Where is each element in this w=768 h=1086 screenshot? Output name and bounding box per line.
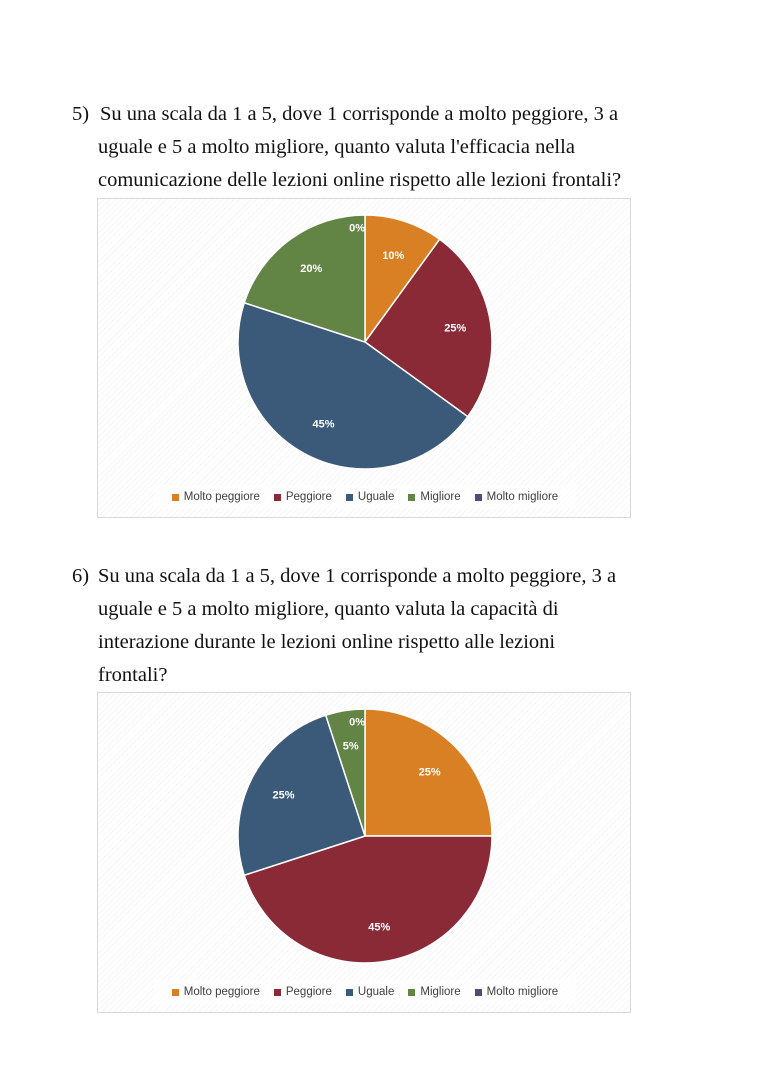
legend-swatch <box>274 989 281 996</box>
legend-item-molto-migliore <box>475 491 559 503</box>
question-6 <box>72 560 712 692</box>
legend-item-molto-migliore <box>475 986 559 998</box>
question-text-line: comunicazione delle lezioni online rispetto alle lezioni frontali? <box>98 169 622 191</box>
question-text-line: uguale e 5 a molto migliore, quanto valuta la capacità di <box>98 598 559 620</box>
legend-swatch <box>172 989 179 996</box>
legend-label: Uguale <box>357 986 395 998</box>
pie-chart-q5 <box>97 198 631 518</box>
data-label-molto-peggiore: 10% <box>382 250 405 262</box>
legend-item-molto-peggiore <box>172 986 260 998</box>
question-text-line: Su una scala da 1 a 5, dove 1 corrisponde a molto peggiore, 3 a <box>98 565 617 587</box>
legend-swatch <box>475 494 482 501</box>
question-text-line: Su una scala da 1 a 5, dove 1 corrisponde a molto peggiore, 3 a <box>100 103 619 125</box>
data-label-uguale: 45% <box>312 418 335 431</box>
question-text-line: uguale e 5 a molto migliore, quanto valuta l'efficacia nella <box>98 136 575 158</box>
legend-label: Molto migliore <box>486 491 559 503</box>
legend-item-migliore <box>408 986 460 998</box>
question-5 <box>72 98 712 197</box>
legend-swatch <box>346 494 353 501</box>
legend-label: Molto migliore <box>486 986 559 998</box>
data-label-migliore: 5% <box>342 740 359 753</box>
data-label-molto-migliore: 0% <box>349 716 365 729</box>
pie-chart-q6 <box>97 692 631 1013</box>
legend-swatch <box>408 989 415 996</box>
data-label-migliore: 20% <box>300 263 323 275</box>
legend-item-uguale <box>346 986 394 998</box>
pie-chart-svg <box>98 199 632 519</box>
legend-label: Peggiore <box>285 491 332 503</box>
data-label-peggiore: 45% <box>368 921 391 934</box>
legend-swatch <box>274 494 281 501</box>
data-label-uguale: 25% <box>272 789 295 802</box>
pie-chart-svg <box>98 693 632 1014</box>
legend-swatch <box>475 989 482 996</box>
legend-label: Molto peggiore <box>183 491 260 503</box>
legend-label: Migliore <box>420 491 461 503</box>
question-number: 5) <box>72 103 90 125</box>
legend-swatch <box>346 989 353 996</box>
question-text-line: interazione durante le lezioni online rispetto alle lezioni <box>98 631 556 653</box>
legend-label: Peggiore <box>285 986 332 998</box>
legend-label: Uguale <box>357 491 395 503</box>
data-label-molto-peggiore: 25% <box>418 766 441 779</box>
data-label-peggiore: 25% <box>444 322 467 335</box>
legend-item-peggiore <box>274 491 332 503</box>
legend-swatch <box>172 494 179 501</box>
legend-item-uguale <box>346 491 394 503</box>
question-number: 6) <box>72 565 90 587</box>
legend-swatch <box>408 494 415 501</box>
question-text-line: frontali? <box>98 664 168 686</box>
legend-item-migliore <box>408 491 460 503</box>
legend-label: Migliore <box>420 986 461 998</box>
data-label-molto-migliore: 0% <box>349 222 365 235</box>
legend-item-peggiore <box>274 986 332 998</box>
chart-legend <box>154 485 576 509</box>
legend-item-molto-peggiore <box>172 491 260 503</box>
chart-legend <box>154 980 576 1004</box>
legend-label: Molto peggiore <box>183 986 260 998</box>
